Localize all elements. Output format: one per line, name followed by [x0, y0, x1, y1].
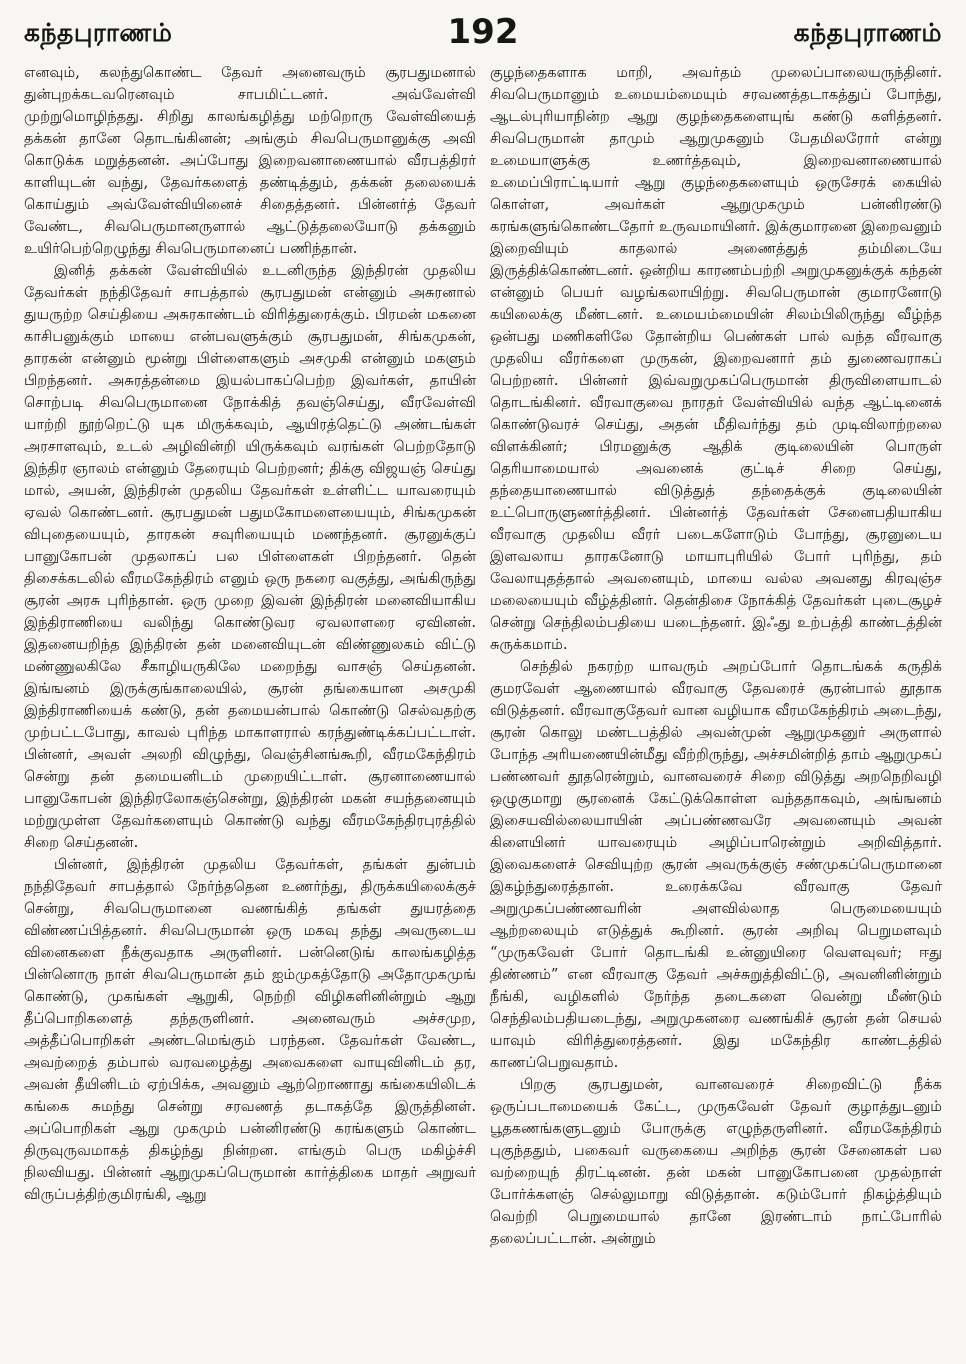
right-column — [490, 62, 942, 1352]
page-number: 192 — [447, 12, 519, 52]
paragraph: இனித் தக்கன் வேள்வியில் உடனிருந்த இந்திரன் முதலிய தேவர்கள் நந்திதேவர் சாபத்தால் சூரபதுமன் என்னும் அசுரனால் துயருற்ற செய்தியை அசுரகாண்டம் விரித்துரைக்கும். பிரமன் மகனை காசிபனுக்கும் மாயை என்பவளுக்கும் சூரபதுமன், சிங்கமுகன், தாரகன் என்னும் மூன்று பிள்ளைகளும் அசமுகி என்னும் மகளும் பிறந்தனர். அசுரத்தன்மை இயல்பாகப்பெற்ற இவர்கள், தாயின் சொற்படி சிவபெருமானை நோக்கித் தவஞ்செய்து, வீரவேள்வி யாற்றி நூற்றெட்டு யுக மிருக்கவும், ஆயிரத்தெட்டு அண்டங்கள் அரசாளவும், உடல் அழிவின்றி யிருக்கவும் வரங்கள் பெற்றதோடு இந்திர ஞாலம் என்னும் தேரையும் பெற்றனர்; திக்கு விஜயஞ் செய்து மால், அயன், இந்திரன் முதலிய தேவர்கள் உள்ளிட்ட யாவரையும் ஏவல் கொண்டனர். சூரபதுமன் பதுமகோமளையையும், சிங்கமுகன் விபுதையையும், தாரகன் சவுரியையும் மணந்தனர். சூரனுக்குப் பானுகோபன் முதலாகப் பல பிள்ளைகள் பிறந்தனர். தென் திசைக்கடலில் வீரமகேந்திரம் எனும் ஒரு நகரை வகுத்து, அங்கிருந்து சூரன் அரசு புரிந்தான். ஒரு முறை இவன் இந்திரன் மனைவியாகிய இந்திராணியை வலிந்து கொண்டுவர ஏவலாளரை ஏவினன். இதனையறிந்த இந்திரன் தன் மனைவியுடன் விண்ணுலகம் விட்டு மண்ணுலகிலே சீகாழியருகிலே மறைந்து வாசஞ் செய்தனன். இங்ஙனம் இருக்குங்காலையில், சூரன் தங்கையான அசமுகி இந்திராணியைக் கண்டு, தன் தமையன்பால் கொண்டு செல்வதற்கு முற்பட்டபோது, காவல் புரிந்த மாகாளரால் கரந்துண்டிக்கப்பட்டாள். பின்னர், அவள் அலறி விழுந்து, வெஞ்சினங்கூறி, வீரமகேந்திரம் சென்று தன் தமையனிடம் முறையிட்டாள். சூரனாணையால் பானுகோபன் இந்திரலோகஞ்சென்று, இந்திரன் மகன் சயந்தனையும் மற்றுமுள்ள தேவர்களையும் கொண்டு வந்து வீரமகேந்திரபுரத்தில் சிறை செய்தனன். — [24, 262, 476, 851]
paragraph: பிறகு சூரபதுமன், வானவரைச் சிறைவிட்டு நீக்க ஒருப்படாமையைக் கேட்ட, முருகவேள் தேவர் குழாத்துடனும் பூதகணங்களுடனும் போருக்கு எழுந்தருளினர். வீரமகேந்திரம் புகுந்ததும், பகைவர் வருகையை அறிந்த சூரன் சேனைகள் பல வற்றையுந் திரட்டினன். தன் மகன் பானுகோபனை முதல்நாள் போர்க்களஞ் செல்லுமாறு விடுத்தான். கடும்போர் நிகழ்த்தியும் வெற்றி பெறுமையால் தானே இரண்டாம் நாட்போரில் தலைப்பட்டான். அன்றும் — [490, 1076, 942, 1247]
paragraph: பின்னர், இந்திரன் முதலிய தேவர்கள், தங்கள் துன்பம் நந்திதேவர் சாபத்தால் நேர்ந்ததென உணர்ந்து, திருக்கயிலைக்குச் சென்று, சிவபெருமானை வணங்கித் தங்கள் துயரத்தை விண்ணப்பித்தனர். சிவபெருமான் ஒரு மகவு தந்து அவருடைய வினைகளை நீக்குவதாக அருளினர். பன்னெடுங் காலங்கழித்த பின்னொரு நாள் சிவபெருமான் தம் ஐம்முகத்தோடு அதோமுகமுங் கொண்டு, முகங்கள் ஆறுகி, நெற்றி விழிகளினின்றும் ஆறு தீப்பொறிகளைத் தந்தருளினர். அனைவரும் அச்சமுற, அத்தீப்பொறிகள் அண்டமெங்கும் பரந்தன. தேவர்கள் வேண்ட, அவற்றைத் தம்பால் வரவழைத்து அவைகளை வாயுவினிடம் தர, அவன் தீயினிடம் ஏற்பிக்க, அவனும் ஆற்றொணாது கங்கையிலிடக் கங்கை சுமந்து சென்று சரவணத் தடாகத்தே இருத்தினள். அப்பொறிகள் ஆறு முகமும் பன்னிரண்டு கரங்களும் கொண்ட திருவுருவமாகத் திகழ்ந்து நின்றன. எங்கும் பெரு மகிழ்ச்சி நிலவியது. பின்னர் ஆறுமுகப்பெருமான் கார்த்திகை மாதர் அறுவர் விருப்பத்திற்குமிரங்கி, ஆறு — [24, 856, 476, 1203]
left-column — [24, 62, 476, 1352]
paragraph: எனவும், கலந்துகொண்ட தேவர் அனைவரும் சூரபதுமனால் துன்புறக்கடவரெனவும் சாபமிட்டனர். அவ்வேள்வி முற்றுமொழிந்தது. சிறிது காலங்கழித்து மற்றொரு வேள்வியைத் தக்கன் தானே தொடங்கினன்; அங்கும் சிவபெருமானுக்கு அவி கொடுக்க மறுத்தனன். அப்போது இறைவனாணையால் வீரபத்திரர் காளியுடன் வந்து, தேவர்களைத் தண்டித்தும், தக்கன் தலையைக் கொய்தும் அவ்வேள்வியினைச் சிதைத்தனர். பின்னர்த் தேவர் வேண்ட, சிவபெருமானருளால் ஆட்டுத்தலையோடு தக்கனும் உயிர்பெற்றெழுந்து சிவபெருமானைப் பணிந்தான். — [24, 64, 476, 257]
paragraph: குழந்தைகளாக மாறி, அவர்தம் முலைப்பாலையருந்தினர். சிவபெருமானும் உமையம்மையும் சரவணத்தடாகத்துப் போந்து, ஆடல்புரியாநின்ற ஆறு குழந்தைகளையுங் கண்டு களித்தனர். சிவபெருமான் தாமும் ஆறுமுகனும் பேதமிலரோர் என்று உமையாளுக்கு உணர்த்தவும், இறைவனாணையால் உமைப்பிராட்டியார் ஆறு குழந்தைகளையும் ஒருசேரக் கையில் கொள்ள, அவர்கள் ஆறுமுகமும் பன்னிரண்டு கரங்களுங்கொண்டதோர் உருவமாயினர். இக்குமாரனை இறைவனும் இறைவியும் காதலால் அணைத்துத் தம்மிடையே இருத்திக்கொண்டனர். ஒன்றிய காரணம்பற்றி அறுமுகனுக்குக் கந்தன் என்னும் பெயர் வழங்கலாயிற்று. சிவபெருமான் குமாரனோடு கயிலைக்கு மீண்டனர். உமையம்மையின் சிலம்பிலிருந்து வீழ்ந்த ஒன்பது மணிகளிலே தோன்றிய பெண்கள் பால் வந்த வீரவாகு முதலிய வீரர்களை முருகன், இறைவனார் தம் துணைவராகப் பெற்றனர். பின்னர் இவ்வறுமுகப்பெருமான் திருவிளையாடல் தொடங்கினர். வீரவாகுவை நாரதர் வேள்வியில் வந்த ஆட்டினைக் கொண்டுவரச் செய்து, அதன் மீதிவர்ந்து தம் முடிவிலாற்றலை விளக்கினர்; பிரமனுக்கு ஆதிக் குடிலையின் பொருள் தெரியாமையால் அவனைக் குட்டிச் சிறை செய்து, தந்தையாணையால் விடுத்துத் தந்தைக்குக் குடிலையின் உட்பொருளுணர்த்தினர். பின்னர்த் தேவர்கள் சேனைபதியாகிய வீரவாகு முதலிய வீரர் படைகளோடும் போந்து, சூரனுடைய இளவலாய தாரகனோடு மாயாபுரியில் போர் புரிந்து, தம் வேலாயுதத்தால் அவனையும், மாயை வல்ல அவனது கிரவுஞ்ச மலையையும் வீழ்த்தினர். தென்திசை நோக்கித் தேவர்கள் புடைசூழச் சென்று செந்திலம்பதியை யடைந்தனர். இஃது உற்பத்தி காண்டத்தின் சுருக்கமாம். — [490, 64, 942, 653]
header-left-title: கந்தபுராணம் — [24, 18, 173, 47]
page-header — [24, 14, 942, 58]
header-right-title: கந்தபுராணம் — [793, 18, 942, 47]
text-columns — [24, 62, 942, 1352]
paragraph: செந்தில் நகரற்ற யாவரும் அறப்போர் தொடங்கக் கருதிக் குமரவேள் ஆணையால் வீரவாகு தேவரைச் சூரன்பால் தூதாக விடுத்தனர். வீரவாகுதேவர் வான வழியாக வீரமகேந்திரம் அடைந்து, சூரன் கொலு மண்டபத்தில் அவன்முன் ஆறுமுகனுர் அருளால் போந்த அரியணையின்மீது வீற்றிருந்து, அச்சமின்றித் தாம் ஆறுமுகப் பண்ணவர் தூதரென்றும், வானவரைச் சிறை விடுத்து அறநெறிவழி ஒழுகுமாறு சூரனைக் கேட்டுக்கொள்ள வந்ததாகவும், அங்ஙனம் இசையவில்லையாயின் அப்பண்ணவரே அவனையும் அவன் கிளையினர் யாவரையும் அழிப்பாரென்றும் அறிவித்தார். இவைகளைச் செவியுற்ற சூரன் அவருக்குஞ் சண்முகப்பெருமானை இகழ்ந்துரைத்தான். உரைக்கவே வீரவாகு தேவர் அறுமுகப்பண்ணவரின் அளவில்லாத பெருமையையும் ஆற்றலையும் எடுத்துக் கூறினர். சூரன் அறிவு பெறுமளவும் “முருகவேள் போர் தொடங்கி உன்னுயிரை வௌவுவர்; ஈது திண்ணம்” என வீரவாகு தேவர் அச்சுறுத்திவிட்டு, அவனினின்றும் நீங்கி, வழிகளில் நேர்ந்த தடைகளை வென்று மீண்டும் செந்திலம்பதியடைந்து, அறுமுகனரை வணங்கிச் சூரன் தன் செயல் யாவும் விரித்துரைத்தனர். இது மகேந்திர காண்டத்தில் காணப்பெறுவதாம். — [490, 658, 942, 1071]
